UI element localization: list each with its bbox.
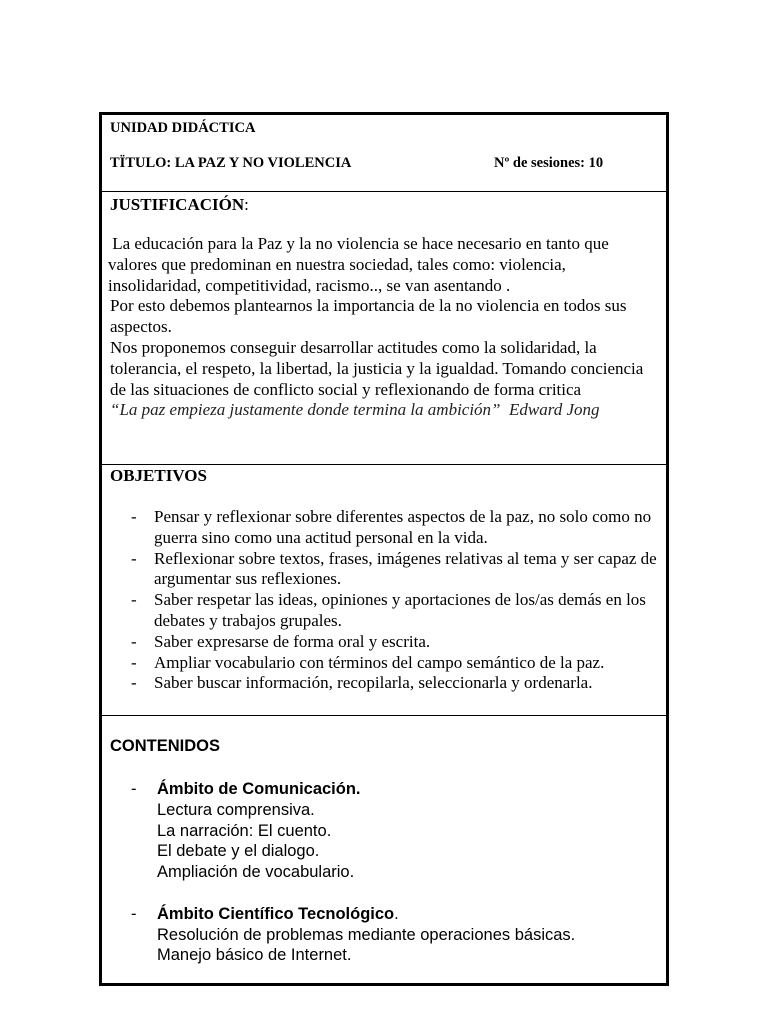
- bullet-dash: -: [131, 904, 137, 923]
- contents-line: La narración: El cuento.: [157, 821, 332, 840]
- contents-item: [110, 779, 660, 883]
- list-item: - Saber expresarse de forma oral y escrita.: [131, 631, 431, 651]
- justification-body: [108, 234, 656, 421]
- unit-title: TÏTULO: LA PAZ Y NO VIOLENCIA: [110, 155, 352, 171]
- bullet-dash: -: [131, 780, 137, 798]
- contents-line: Resolución de problemas mediante operaciones básicas.: [157, 925, 576, 944]
- contents-heading: CONTENIDOS: [110, 737, 221, 755]
- contents-line: Ampliación de vocabulario.: [157, 863, 355, 882]
- objectives-heading: OBJETIVOS: [110, 466, 207, 485]
- bullet-dash: -: [131, 507, 137, 526]
- contents-line: El debate y el dialogo.: [157, 842, 320, 861]
- justification-heading: JUSTIFICACIÓN:: [110, 195, 249, 214]
- bullet-dash: -: [131, 652, 137, 672]
- objectives-list: [110, 507, 660, 694]
- quote: “La paz empieza justamente donde termina la ambición” Edward Jong: [110, 400, 600, 420]
- bullet-dash: -: [131, 631, 137, 651]
- bullet-dash: -: [131, 548, 137, 568]
- justification-paragraph: Nos proponemos conseguir desarrollar actitudes como la solidaridad, la tolerancia, el respeto, la libertad, la justicia y la igualdad. Tomando conciencia de las situaciones de conflicto social y reflexionando de forma critica: [110, 337, 644, 399]
- list-item: - Saber respetar las ideas, opiniones y aportaciones de los/as demás en los debates y trabajos grupales.: [131, 590, 646, 630]
- contents-item: - Ámbito Científico Tecnológico. Resolución de problemas mediante operaciones básicas. Manejo básico de Internet.: [110, 904, 660, 966]
- list-item: - Pensar y reflexionar sobre diferentes aspectos de la paz, no solo como no guerra sino como una actitud personal en la vida.: [131, 507, 652, 547]
- row-divider: [102, 191, 666, 192]
- contents-line: Lectura comprensiva.: [157, 800, 315, 819]
- contents-item-title: Ámbito Científico Tecnológico: [157, 904, 395, 923]
- justification-paragraph: Por esto debemos plantearnos la importancia de la no violencia en todos sus aspectos.: [110, 296, 627, 337]
- contents-item-title: Ámbito de Comunicación.: [157, 780, 361, 798]
- contents-list: [110, 779, 660, 987]
- row-divider: [102, 715, 666, 716]
- justification-paragraph: La educación para la Paz y la no violencia se hace necesario en tanto que valores que predominan en nuestra sociedad, tales como: violencia, insolidaridad, competitividad, racismo.., se van asentando .: [108, 234, 614, 295]
- unit-table: [99, 112, 669, 986]
- list-item: - Ampliar vocabulario con términos del campo semántico de la paz.: [131, 652, 605, 672]
- list-item: - Reflexionar sobre textos, frases, imágenes relativas al tema y ser capaz de argumentar sus reflexiones.: [131, 548, 657, 589]
- list-item: - Saber buscar información, recopilarla, seleccionarla y ordenarla.: [131, 673, 593, 693]
- unit-label: UNIDAD DIDÁCTICA: [110, 120, 256, 136]
- contents-line: Manejo básico de Internet.: [157, 946, 352, 965]
- sessions-count: Nº de sesiones: 10: [494, 155, 604, 171]
- bullet-dash: -: [131, 673, 137, 693]
- row-divider: [102, 464, 666, 465]
- bullet-dash: -: [131, 590, 137, 610]
